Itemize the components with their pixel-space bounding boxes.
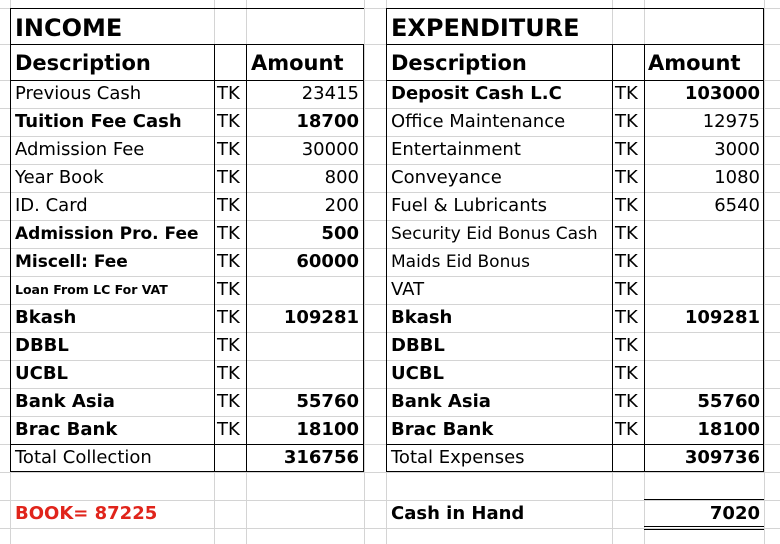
border-line <box>363 44 364 472</box>
expenditure-row-amount[interactable]: 18100 <box>697 419 760 440</box>
border-line <box>214 44 215 472</box>
income-row-currency[interactable]: TK <box>217 391 240 412</box>
expenditure-row-currency[interactable]: TK <box>615 279 638 300</box>
expenditure-row-currency[interactable]: TK <box>615 223 638 244</box>
cash-in-hand-label[interactable]: Cash in Hand <box>391 503 525 524</box>
income-total-value[interactable]: 316756 <box>283 447 359 468</box>
expenditure-row-amount[interactable]: 1080 <box>714 167 760 188</box>
expenditure-row-currency[interactable]: TK <box>615 419 638 440</box>
expenditure-row-description[interactable]: Maids Eid Bonus <box>391 252 530 272</box>
income-row-description[interactable]: Brac Bank <box>15 419 118 440</box>
income-row-description[interactable]: Bank Asia <box>15 391 115 412</box>
income-row-description[interactable]: Miscell: Fee <box>15 252 128 272</box>
book-note[interactable]: BOOK= 87225 <box>15 503 158 524</box>
border-line <box>386 444 764 445</box>
gridline <box>764 0 765 544</box>
expenditure-amount-header[interactable]: Amount <box>648 51 741 75</box>
expenditure-row-description[interactable]: Bank Asia <box>391 391 491 412</box>
income-row-amount[interactable]: 500 <box>321 223 359 244</box>
expenditure-row-currency[interactable]: TK <box>615 363 638 384</box>
income-row-description[interactable]: Admission Pro. Fee <box>15 224 199 244</box>
income-row-currency[interactable]: TK <box>217 419 240 440</box>
expenditure-total-label[interactable]: Total Expenses <box>391 447 525 468</box>
expenditure-row-description[interactable]: Deposit Cash L.C <box>391 83 562 104</box>
expenditure-row-currency[interactable]: TK <box>615 83 638 104</box>
income-row-currency[interactable]: TK <box>217 167 240 188</box>
income-row-currency[interactable]: TK <box>217 307 240 328</box>
income-title[interactable]: INCOME <box>15 14 123 42</box>
income-row-currency[interactable]: TK <box>217 83 240 104</box>
income-row-currency[interactable]: TK <box>217 279 240 300</box>
expenditure-row-currency[interactable]: TK <box>615 195 638 216</box>
income-row-currency[interactable]: TK <box>217 363 240 384</box>
income-description-header[interactable]: Description <box>15 51 151 75</box>
income-row-description[interactable]: Bkash <box>15 307 77 328</box>
income-row-description[interactable]: Year Book <box>15 167 104 188</box>
income-row-currency[interactable]: TK <box>217 195 240 216</box>
border-line <box>10 44 364 45</box>
income-row-amount[interactable]: 800 <box>324 167 359 188</box>
border-line <box>10 8 364 9</box>
expenditure-row-currency[interactable]: TK <box>615 251 638 272</box>
expenditure-total-value[interactable]: 309736 <box>684 447 760 468</box>
expenditure-row-description[interactable]: Conveyance <box>391 167 502 188</box>
income-row-amount[interactable]: 18700 <box>296 111 359 132</box>
income-row-amount[interactable]: 200 <box>324 195 359 216</box>
expenditure-row-description[interactable]: Security Eid Bonus Cash <box>391 224 598 244</box>
border-line <box>644 526 764 527</box>
expenditure-row-description[interactable]: Bkash <box>391 307 453 328</box>
expenditure-row-amount[interactable]: 12975 <box>702 111 760 132</box>
income-total-label[interactable]: Total Collection <box>15 447 152 468</box>
income-row-amount[interactable]: 30000 <box>301 139 359 160</box>
expenditure-row-currency[interactable]: TK <box>615 167 638 188</box>
expenditure-title[interactable]: EXPENDITURE <box>391 14 580 42</box>
gridline <box>0 472 780 473</box>
expenditure-row-amount[interactable]: 55760 <box>697 391 760 412</box>
expenditure-row-description[interactable]: Fuel & Lubricants <box>391 195 548 216</box>
expenditure-row-amount[interactable]: 103000 <box>684 83 760 104</box>
expenditure-row-description[interactable]: Office Maintenance <box>391 111 566 132</box>
income-row-currency[interactable]: TK <box>217 251 240 272</box>
income-row-description[interactable]: Tuition Fee Cash <box>15 111 182 132</box>
border-line <box>246 44 247 472</box>
cash-in-hand-value[interactable]: 7020 <box>709 503 760 524</box>
income-row-currency[interactable]: TK <box>217 335 240 356</box>
income-row-amount[interactable]: 109281 <box>283 307 359 328</box>
border-line <box>386 8 387 472</box>
income-row-description[interactable]: ID. Card <box>15 195 88 216</box>
expenditure-row-description[interactable]: VAT <box>391 279 425 300</box>
income-row-currency[interactable]: TK <box>217 223 240 244</box>
income-row-amount[interactable]: 55760 <box>296 391 359 412</box>
income-row-amount[interactable]: 18100 <box>296 419 359 440</box>
gridline <box>364 0 365 544</box>
border-line <box>386 471 764 472</box>
income-row-description[interactable]: Loan From LC For VAT <box>15 282 168 297</box>
income-row-currency[interactable]: TK <box>217 139 240 160</box>
expenditure-row-currency[interactable]: TK <box>615 139 638 160</box>
income-row-description[interactable]: Admission Fee <box>15 139 145 160</box>
income-row-amount[interactable]: 23415 <box>301 83 359 104</box>
income-row-description[interactable]: DBBL <box>15 335 69 356</box>
border-line <box>644 529 764 530</box>
income-row-amount[interactable]: 60000 <box>296 251 359 272</box>
expenditure-row-description[interactable]: UCBL <box>391 363 445 384</box>
income-amount-header[interactable]: Amount <box>251 51 344 75</box>
expenditure-row-amount[interactable]: 109281 <box>684 307 760 328</box>
income-row-description[interactable]: Previous Cash <box>15 83 142 104</box>
border-line <box>10 80 364 81</box>
expenditure-row-description[interactable]: DBBL <box>391 335 445 356</box>
expenditure-row-amount[interactable]: 6540 <box>714 195 760 216</box>
expenditure-row-description[interactable]: Brac Bank <box>391 419 494 440</box>
border-line <box>763 8 764 472</box>
border-line <box>644 499 764 500</box>
expenditure-row-currency[interactable]: TK <box>615 391 638 412</box>
income-row-description[interactable]: UCBL <box>15 363 69 384</box>
expenditure-row-currency[interactable]: TK <box>615 111 638 132</box>
expenditure-row-currency[interactable]: TK <box>615 307 638 328</box>
expenditure-row-description[interactable]: Entertainment <box>391 139 521 160</box>
border-line <box>644 44 645 472</box>
expenditure-description-header[interactable]: Description <box>391 51 527 75</box>
border-line <box>612 44 613 472</box>
income-row-currency[interactable]: TK <box>217 111 240 132</box>
border-line <box>10 471 364 472</box>
expenditure-row-amount[interactable]: 3000 <box>714 139 760 160</box>
border-line <box>386 44 764 45</box>
expenditure-row-currency[interactable]: TK <box>615 335 638 356</box>
border-line <box>10 8 11 472</box>
border-line <box>386 8 764 9</box>
border-line <box>10 444 364 445</box>
border-line <box>386 80 764 81</box>
